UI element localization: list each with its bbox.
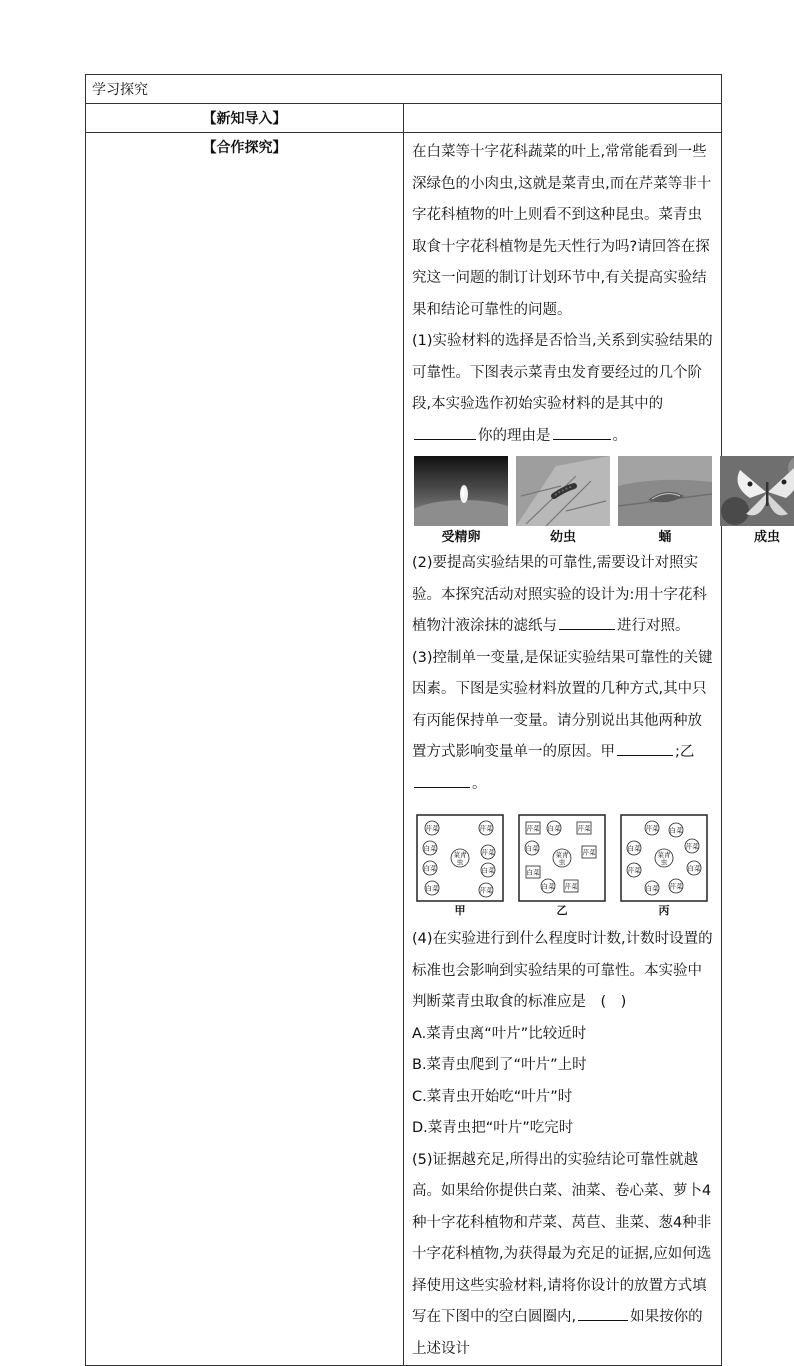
egg-photo-icon [414, 456, 508, 526]
intro-content [404, 104, 722, 133]
svg-text:菜青: 菜青 [555, 851, 569, 859]
setup-diagram-jia [416, 814, 504, 902]
svg-text:白菜: 白菜 [525, 844, 539, 853]
svg-text:白菜: 白菜 [423, 864, 437, 873]
option-c[interactable]: C.菜青虫开始吃“叶片”时 [412, 1088, 573, 1105]
svg-text:芹菜: 芹菜 [481, 848, 495, 857]
butterfly-photo-icon [720, 456, 794, 526]
setup-caption: 乙 [556, 904, 568, 917]
option-b[interactable]: B.菜青虫爬到了“叶片”上时 [412, 1057, 587, 1073]
svg-text:虫: 虫 [558, 858, 566, 866]
stage-caption: 成虫 [753, 530, 780, 545]
svg-text:芹菜: 芹菜 [425, 824, 439, 833]
svg-text:芹菜: 芹菜 [526, 824, 540, 833]
svg-text:虫: 虫 [456, 858, 464, 866]
explore-content [404, 133, 780, 1366]
svg-text:白菜: 白菜 [687, 864, 701, 873]
setup-diagram-bing [620, 814, 708, 902]
question-1: (1)实验材料的选择是否恰当,关系到实验结果的可靠性。下图表示菜青虫发育要经过的几个阶段,本实验选作初始实验材料的是其中的你的理由是 。 [412, 333, 713, 444]
setup-caption: 丙 [658, 904, 670, 917]
study-table [85, 74, 780, 1366]
stage-caption: 幼虫 [549, 530, 576, 545]
svg-text:芹菜: 芹菜 [479, 886, 493, 895]
question-2: (2)要提高实验结果的可靠性,需要设计对照实验。本探究活动对照实验的设计为:用十字花科植物汁液涂抹的滤纸与 进行对照。 [412, 555, 707, 634]
setup-jia [416, 814, 504, 920]
question-3: (3)控制单一变量,是保证实验结果可靠性的关键因素。下图是实验材料放置的几种方式,其中只有丙能保持单一变量。请分别说出其他两种放置方式影响变量单一的原因。甲 ;乙。 [412, 649, 713, 792]
setup-yi [518, 814, 606, 920]
option-d[interactable]: D.菜青虫把“叶片”吃完时 [412, 1120, 574, 1136]
svg-text:芹菜: 芹菜 [627, 866, 641, 875]
answer-blank-1[interactable] [414, 438, 476, 440]
option-a[interactable]: A.菜青虫离“叶片”比较近时 [412, 1025, 587, 1042]
svg-text:白菜: 白菜 [547, 824, 561, 833]
answer-blank-6[interactable] [578, 1319, 628, 1321]
svg-text:白菜: 白菜 [669, 826, 683, 835]
svg-text:白菜: 白菜 [541, 882, 555, 891]
svg-text:白菜: 白菜 [481, 866, 495, 875]
svg-text:白菜: 白菜 [423, 844, 437, 853]
svg-text:白菜: 白菜 [425, 884, 439, 893]
svg-text:芹菜: 芹菜 [577, 824, 591, 833]
svg-text:菜青: 菜青 [453, 851, 467, 859]
pupa-photo-icon [618, 456, 712, 526]
larva-photo-icon [516, 456, 610, 526]
svg-text:芹菜: 芹菜 [685, 842, 699, 851]
svg-text:白菜: 白菜 [645, 884, 659, 893]
svg-text:芹菜: 芹菜 [582, 848, 596, 857]
setup-diagram-yi [518, 814, 606, 902]
svg-text:芹菜: 芹菜 [669, 882, 683, 891]
intro-paragraph: 在白菜等十字花科蔬菜的叶上,常常能看到一些深绿色的小肉虫,这就是菜青虫,而在芹菜等非十字花科植物的叶上则看不到这种昆虫。菜青虫取食十字花科植物是先天性行为吗?请回答在探究这一问题的制订计划环节中,有关提高实验结果和结论可靠性的问题。 [412, 144, 712, 318]
svg-text:芹菜: 芹菜 [645, 824, 659, 833]
svg-text:菜青: 菜青 [657, 851, 671, 859]
svg-text:虫: 虫 [660, 858, 668, 866]
development-stages [414, 456, 780, 548]
question-5: (5)证据越充足,所得出的实验结论可靠性就越高。如果给你提供白菜、油菜、卷心菜、萝卜4种十字花科植物和芹菜、莴苣、韭菜、葱4种非十字花科植物,为获得最为充足的证据,应如何选择使用这些实验材料,请将你设计的放置方式填写在下图中的空白圆圈内, 如果按你的上述设计 [412, 1151, 712, 1357]
question-4: (4)在实验进行到什么程度时计数,计数时设置的标准也会影响到实验结果的可靠性。本实验中判断菜青虫取食的标准应是 ( ) [412, 931, 713, 1010]
svg-text:芹菜: 芹菜 [479, 824, 493, 833]
row-label-intro: 【新知导入】 [86, 104, 404, 133]
answer-blank-3[interactable] [559, 628, 615, 630]
svg-text:白菜: 白菜 [627, 844, 641, 853]
setup-bing [620, 814, 708, 920]
stage-larva [516, 456, 610, 548]
placement-setups [416, 814, 715, 920]
row-label-explore: 【合作探究】 [86, 133, 404, 1366]
svg-text:芹菜: 芹菜 [564, 882, 578, 891]
stage-adult [720, 456, 794, 548]
answer-blank-4[interactable] [617, 754, 673, 756]
stage-egg [414, 456, 508, 548]
answer-blank-2[interactable] [553, 438, 611, 440]
setup-caption: 甲 [454, 904, 466, 917]
stage-caption: 受精卵 [441, 530, 481, 545]
answer-blank-5[interactable] [414, 786, 470, 788]
stage-pupa [618, 456, 712, 548]
table-header: 学习探究 [86, 75, 722, 104]
svg-text:白菜: 白菜 [526, 868, 540, 877]
stage-caption: 蛹 [658, 530, 672, 545]
